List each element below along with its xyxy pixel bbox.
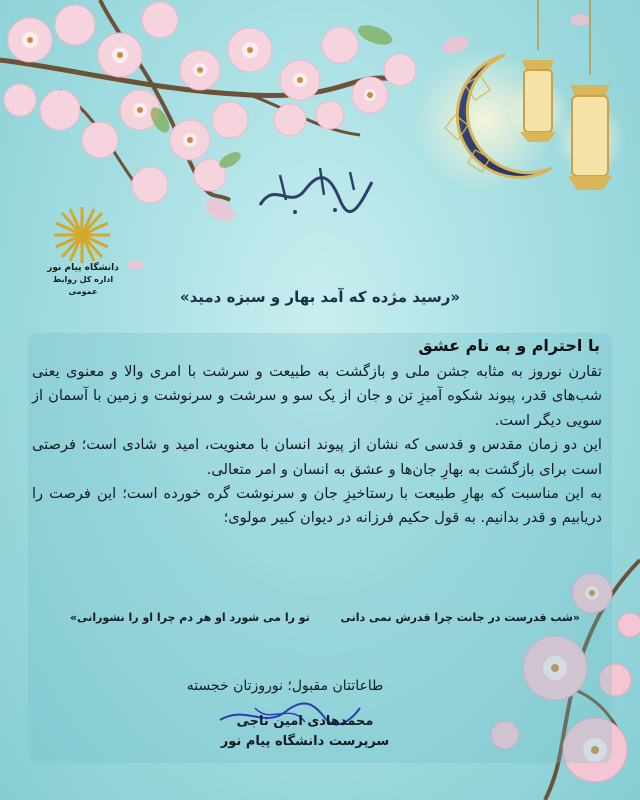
poem-second-hemistich: تو را می شورد او هر دم چرا او را نشورانی» — [70, 611, 310, 624]
department-name: اداره کل روابط عمومی — [52, 275, 114, 296]
sunburst-logo-icon — [42, 205, 122, 265]
ramadan-calligraphy — [250, 160, 380, 220]
paragraph: این دو زمان مقدس و قدسی که نشان از پیوند انسان با معنویت، امید و شادی است؛ فرصتی است برای بازگشت به بهارِ جان‌ها و عشق به انسان و امر متعالی. — [32, 436, 602, 478]
paragraph: تقارن نوروز به مثابه جشن ملی و بازگشت به طبیعت و سرشت با امری والا و معنوی یعنی شب‌های قدر، پیوند شکوه آمیزِ تن و جان از یک سو و سرشت و سرنوشت و زمین با آسمان از سویی دیگر است. — [32, 363, 602, 429]
calligraphy-icon — [250, 160, 380, 220]
signer-block — [200, 712, 410, 752]
poem-verse — [70, 611, 580, 624]
signer-role: سرپرست دانشگاه پیام نور — [220, 734, 390, 749]
message-body — [32, 360, 602, 531]
greeting: با احترام و به نام عشق — [418, 336, 600, 355]
poem-first-hemistich: «شب قدرست در جانت چرا قدرش نمی دانی — [340, 611, 580, 624]
closing-line: طاعاتتان مقبول؛ نوروزتان خجسته — [186, 678, 384, 694]
paragraph: به این مناسبت که بهارِ طبیعت با رستاخیزِ جان و سرنوشت گره خورده است؛ این فرصت را دریابیم و قدر بدانیم. به قول حکیم فرزانه در دیوان کبیر مولوی؛ — [32, 485, 602, 527]
university-name: دانشگاه پیام نور — [47, 263, 119, 273]
poster-title: «رسید مژده که آمد بهار و سبزه دمید» — [179, 288, 461, 306]
university-logo-text — [38, 262, 128, 298]
signer-name: محمدهادی امین ناجی — [236, 714, 374, 729]
